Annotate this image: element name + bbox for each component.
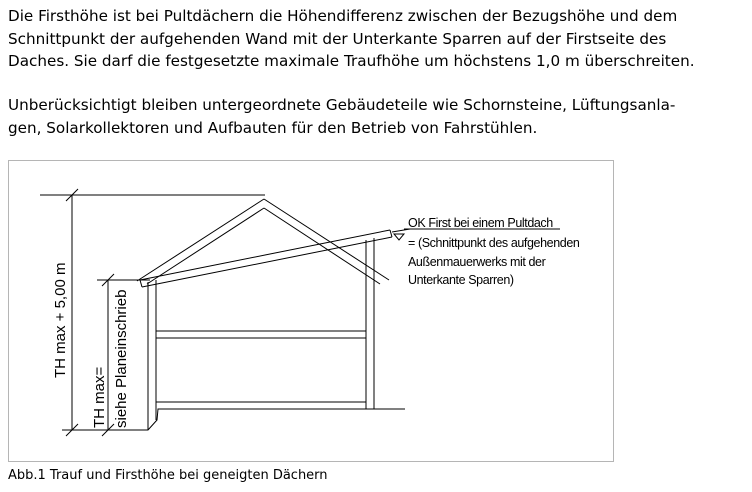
annotation-title: OK First bei einem Pultdach xyxy=(408,216,553,230)
gable-roof-right xyxy=(264,199,389,280)
annotation-line: Außenmauerwerks mit der xyxy=(408,255,546,269)
shed-roof-end xyxy=(390,230,392,237)
figure-caption: Abb.1 Trauf und Firsthöhe bei geneigten Dächern xyxy=(8,468,328,483)
dimension-label-th-note: siehe Planeinschrieb xyxy=(113,289,130,428)
gable-roof-left-inner xyxy=(147,208,264,284)
annotation-line: = (Schnittpunkt des aufgehenden xyxy=(408,236,580,250)
paragraph-line: Die Firsthöhe ist bei Pultdächern die Höhendifferenz zwischen der Bezugshöhe und dem xyxy=(8,7,678,25)
level-marker-icon xyxy=(394,234,404,240)
shed-roof-end xyxy=(140,280,142,287)
annotation-line: Unterkante Sparren) xyxy=(408,273,514,287)
paragraph-line: Daches. Sie darf die festgesetzte maximale Traufhöhe um höchstens 1,0 m überschreiten. xyxy=(8,52,695,70)
paragraph-line: Unberücksichtigt bleiben untergeordnete Gebäudeteile wie Schornsteine, Lüftungsanla- xyxy=(8,96,676,114)
paragraph-line: gen, Solarkollektoren und Aufbauten für den Betrieb von Fahrstühlen. xyxy=(8,118,538,137)
paragraph-line: Schnittpunkt der aufgehenden Wand mit der Unterkante Sparren auf der Firstseite des xyxy=(8,29,667,48)
gable-roof-right-inner xyxy=(264,208,380,284)
dimension-label-total: TH max + 5,00 m xyxy=(52,262,69,378)
dimension-label-th: TH max= xyxy=(91,366,108,428)
shed-roof-bottom xyxy=(142,237,392,287)
gable-roof-left xyxy=(137,199,264,281)
